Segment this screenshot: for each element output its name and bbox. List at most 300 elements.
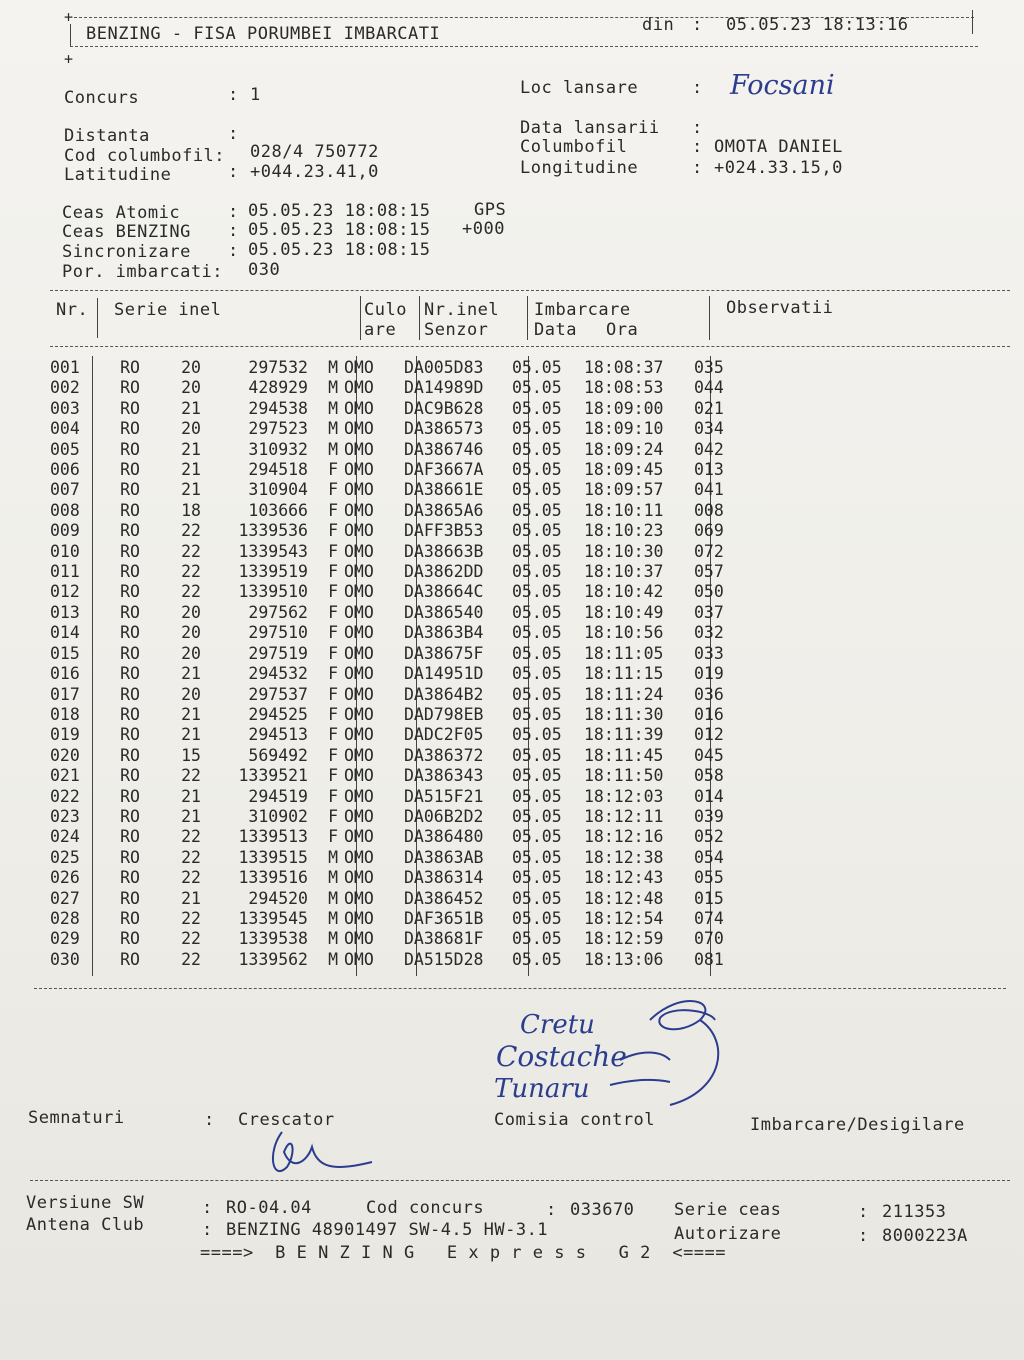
row-nr: 005 <box>50 439 80 459</box>
row-date: 05.05 <box>512 806 562 826</box>
row-sensor: DA515D28 <box>404 949 484 969</box>
longitudine-label: Longitudine <box>520 158 639 178</box>
row-nr: 010 <box>50 541 80 561</box>
row-time: 18:13:06 <box>584 949 664 969</box>
row-color: OMO <box>344 460 374 480</box>
table-row <box>50 746 754 766</box>
row-year: 21 <box>181 398 201 418</box>
print-timestamp: 05.05.23 18:13:16 <box>726 15 909 35</box>
row-obs: 016 <box>694 704 724 724</box>
row-obs: 069 <box>694 521 724 541</box>
row-color: OMO <box>344 582 374 602</box>
row-country: RO <box>120 745 140 765</box>
table-row <box>50 929 754 949</box>
header-right-border <box>972 10 973 34</box>
row-ring: 297562 <box>248 602 308 622</box>
row-color: OMO <box>344 623 374 643</box>
row-date: 05.05 <box>512 602 562 622</box>
table-row <box>50 480 754 500</box>
table-top-border <box>50 290 1010 291</box>
din-label: din <box>642 15 675 35</box>
row-nr: 014 <box>50 623 80 643</box>
table-row <box>50 868 754 888</box>
row-sex: F <box>328 500 338 520</box>
row-obs: 045 <box>694 745 724 765</box>
row-sex: M <box>328 868 338 888</box>
row-country: RO <box>120 847 140 867</box>
row-sensor: DA14989D <box>404 378 484 398</box>
row-sex: F <box>328 704 338 724</box>
row-year: 15 <box>181 745 201 765</box>
row-nr: 006 <box>50 460 80 480</box>
row-country: RO <box>120 929 140 949</box>
row-nr: 021 <box>50 766 80 786</box>
row-year: 20 <box>181 419 201 439</box>
row-obs: 019 <box>694 664 724 684</box>
row-ring: 1339562 <box>238 949 308 969</box>
row-country: RO <box>120 786 140 806</box>
table-row <box>50 419 754 439</box>
row-nr: 027 <box>50 888 80 908</box>
row-ring: 1339513 <box>238 827 308 847</box>
antena-club-value: BENZING 48901497 SW-4.5 HW-3.1 <box>226 1220 549 1240</box>
table-row <box>50 950 754 970</box>
row-date: 05.05 <box>512 827 562 847</box>
row-country: RO <box>120 868 140 888</box>
row-ring: 294519 <box>248 786 308 806</box>
row-color: OMO <box>344 725 374 745</box>
row-nr: 025 <box>50 847 80 867</box>
row-country: RO <box>120 521 140 541</box>
row-color: OMO <box>344 908 374 928</box>
row-sensor: DADC2F05 <box>404 725 484 745</box>
row-country: RO <box>120 623 140 643</box>
handwritten-name-2: Costache <box>496 1040 627 1073</box>
ceas-atomic-value: 05.05.23 18:08:15 <box>248 201 431 221</box>
row-sensor: DA386540 <box>404 602 484 622</box>
row-ring: 297523 <box>248 419 308 439</box>
row-ring: 428929 <box>248 378 308 398</box>
serie-ceas-value: 211353 <box>882 1202 947 1222</box>
row-ring: 1339538 <box>238 929 308 949</box>
row-sex: F <box>328 806 338 826</box>
row-obs: 039 <box>694 806 724 826</box>
row-sensor: DA515F21 <box>404 786 484 806</box>
row-date: 05.05 <box>512 847 562 867</box>
row-obs: 015 <box>694 888 724 908</box>
footer-top-border <box>30 1180 1010 1181</box>
row-obs: 057 <box>694 562 724 582</box>
row-sex: F <box>328 827 338 847</box>
concurs-label: Concurs <box>64 88 140 108</box>
row-sex: M <box>328 439 338 459</box>
table-row <box>50 705 754 725</box>
table-bottom-border <box>34 988 1006 989</box>
row-date: 05.05 <box>512 582 562 602</box>
row-sensor: DA3864B2 <box>404 684 484 704</box>
row-ring: 1339545 <box>238 908 308 928</box>
row-sex: F <box>328 460 338 480</box>
row-time: 18:09:45 <box>584 460 664 480</box>
row-sensor: DA386573 <box>404 419 484 439</box>
row-country: RO <box>120 643 140 663</box>
row-obs: 081 <box>694 949 724 969</box>
row-sex: F <box>328 582 338 602</box>
row-sensor: DA38681F <box>404 929 484 949</box>
row-country: RO <box>120 541 140 561</box>
row-time: 18:09:57 <box>584 480 664 500</box>
row-color: OMO <box>344 419 374 439</box>
comisia-control-label: Comisia control <box>494 1110 656 1130</box>
row-ring: 1339510 <box>238 582 308 602</box>
row-year: 22 <box>181 868 201 888</box>
row-time: 18:08:37 <box>584 358 664 377</box>
row-date: 05.05 <box>512 623 562 643</box>
row-sensor: DAF3667A <box>404 460 484 480</box>
por-imbarcati-value: 030 <box>248 260 281 280</box>
row-ring: 1339515 <box>238 847 308 867</box>
row-ring: 297510 <box>248 623 308 643</box>
row-time: 18:11:39 <box>584 725 664 745</box>
col-header-ora: Ora <box>606 320 639 340</box>
row-color: OMO <box>344 806 374 826</box>
row-color: OMO <box>344 541 374 561</box>
row-sensor: DAFF3B53 <box>404 521 484 541</box>
table-row <box>50 725 754 745</box>
row-color: OMO <box>344 439 374 459</box>
row-sensor: DA386343 <box>404 766 484 786</box>
row-country: RO <box>120 562 140 582</box>
row-date: 05.05 <box>512 766 562 786</box>
row-nr: 002 <box>50 378 80 398</box>
row-ring: 1339543 <box>238 541 308 561</box>
row-sex: F <box>328 643 338 663</box>
row-year: 22 <box>181 582 201 602</box>
row-sensor: DA38675F <box>404 643 484 663</box>
row-ring: 294520 <box>248 888 308 908</box>
longitudine-value: +024.33.15,0 <box>714 158 843 178</box>
handwritten-name-1: Cretu <box>520 1010 595 1040</box>
col-header-culoare-1: Culo <box>364 300 407 320</box>
pigeon-table <box>50 358 754 970</box>
row-time: 18:12:59 <box>584 929 664 949</box>
row-ring: 310904 <box>248 480 308 500</box>
row-nr: 030 <box>50 949 80 969</box>
row-year: 21 <box>181 460 201 480</box>
autorizare-label: Autorizare <box>674 1224 782 1244</box>
table-row <box>50 378 754 398</box>
row-year: 21 <box>181 786 201 806</box>
col-header-culoare-2: are <box>364 320 397 340</box>
row-obs: 013 <box>694 460 724 480</box>
row-year: 18 <box>181 500 201 520</box>
row-obs: 021 <box>694 398 724 418</box>
row-color: OMO <box>344 643 374 663</box>
table-header-border <box>50 346 1010 347</box>
row-time: 18:08:53 <box>584 378 664 398</box>
table-row <box>50 358 754 378</box>
row-obs: 034 <box>694 419 724 439</box>
ceas-benzing-label: Ceas BENZING <box>62 222 191 242</box>
row-color: OMO <box>344 827 374 847</box>
row-country: RO <box>120 908 140 928</box>
row-obs: 036 <box>694 684 724 704</box>
row-sex: F <box>328 562 338 582</box>
row-sensor: DA386372 <box>404 745 484 765</box>
row-date: 05.05 <box>512 745 562 765</box>
row-time: 18:10:56 <box>584 623 664 643</box>
row-color: OMO <box>344 398 374 418</box>
row-date: 05.05 <box>512 439 562 459</box>
row-country: RO <box>120 439 140 459</box>
col-header-serie: Serie inel <box>114 300 222 320</box>
row-country: RO <box>120 398 140 418</box>
table-row <box>50 623 754 643</box>
row-year: 22 <box>181 949 201 969</box>
row-country: RO <box>120 949 140 969</box>
row-sex: M <box>328 398 338 418</box>
row-date: 05.05 <box>512 521 562 541</box>
col-header-nr: Nr. <box>56 300 89 320</box>
row-sensor: DA005D83 <box>404 358 484 377</box>
row-year: 22 <box>181 766 201 786</box>
row-obs: 035 <box>694 358 724 377</box>
corner-plus: + <box>64 8 74 26</box>
row-date: 05.05 <box>512 562 562 582</box>
row-obs: 032 <box>694 623 724 643</box>
columbofil-value: OMOTA DANIEL <box>714 137 843 157</box>
row-time: 18:11:30 <box>584 704 664 724</box>
row-ring: 297519 <box>248 643 308 663</box>
row-nr: 020 <box>50 745 80 765</box>
ceas-benzing-offset: +000 <box>462 219 505 239</box>
versiune-sw-value: RO-04.04 <box>226 1198 312 1218</box>
row-sex: F <box>328 480 338 500</box>
row-color: OMO <box>344 602 374 622</box>
row-year: 21 <box>181 664 201 684</box>
row-country: RO <box>120 684 140 704</box>
row-country: RO <box>120 806 140 826</box>
row-obs: 054 <box>694 847 724 867</box>
concurs-value: 1 <box>250 85 261 105</box>
row-obs: 050 <box>694 582 724 602</box>
table-row <box>50 501 754 521</box>
row-obs: 041 <box>694 480 724 500</box>
row-year: 21 <box>181 725 201 745</box>
loc-lansare-label: Loc lansare <box>520 78 639 98</box>
row-country: RO <box>120 419 140 439</box>
row-date: 05.05 <box>512 398 562 418</box>
table-row <box>50 807 754 827</box>
row-sex: F <box>328 664 338 684</box>
table-row <box>50 521 754 541</box>
row-time: 18:12:11 <box>584 806 664 826</box>
row-ring: 1339536 <box>238 521 308 541</box>
row-ring: 294513 <box>248 725 308 745</box>
row-country: RO <box>120 664 140 684</box>
row-sex: M <box>328 419 338 439</box>
row-sensor: DA38664C <box>404 582 484 602</box>
row-sensor: DA38661E <box>404 480 484 500</box>
row-sex: M <box>328 847 338 867</box>
row-date: 05.05 <box>512 949 562 969</box>
row-date: 05.05 <box>512 908 562 928</box>
row-country: RO <box>120 602 140 622</box>
row-year: 21 <box>181 888 201 908</box>
row-sex: M <box>328 888 338 908</box>
row-date: 05.05 <box>512 786 562 806</box>
autorizare-value: 8000223A <box>882 1226 968 1246</box>
row-country: RO <box>120 704 140 724</box>
table-row <box>50 787 754 807</box>
row-sensor: DA386314 <box>404 868 484 888</box>
row-time: 18:11:45 <box>584 745 664 765</box>
row-country: RO <box>120 480 140 500</box>
row-time: 18:11:15 <box>584 664 664 684</box>
table-row <box>50 827 754 847</box>
row-sex: F <box>328 766 338 786</box>
table-row <box>50 562 754 582</box>
sincronizare-value: 05.05.23 18:08:15 <box>248 240 431 260</box>
row-sex: M <box>328 358 338 377</box>
row-time: 18:11:50 <box>584 766 664 786</box>
row-sensor: DAD798EB <box>404 704 484 724</box>
row-sex: M <box>328 378 338 398</box>
row-sex: M <box>328 908 338 928</box>
row-ring: 294532 <box>248 664 308 684</box>
benzing-banner: ====> B E N Z I N G E x p r e s s G 2 <==== <box>200 1243 727 1263</box>
ceas-atomic-label: Ceas Atomic <box>62 203 181 223</box>
row-time: 18:10:42 <box>584 582 664 602</box>
handwritten-name-3: Tunaru <box>494 1074 590 1104</box>
row-obs: 012 <box>694 725 724 745</box>
row-time: 18:10:37 <box>584 562 664 582</box>
imbarcare-desigilare-label: Imbarcare/Desigilare <box>750 1115 965 1135</box>
table-row <box>50 685 754 705</box>
row-year: 20 <box>181 358 201 377</box>
col-header-data: Data <box>534 320 577 340</box>
row-time: 18:12:38 <box>584 847 664 867</box>
row-time: 18:09:00 <box>584 398 664 418</box>
row-obs: 008 <box>694 500 724 520</box>
crescator-label: Crescator <box>238 1110 335 1130</box>
row-date: 05.05 <box>512 500 562 520</box>
row-date: 05.05 <box>512 684 562 704</box>
row-time: 18:12:43 <box>584 868 664 888</box>
row-date: 05.05 <box>512 704 562 724</box>
row-date: 05.05 <box>512 643 562 663</box>
table-row <box>50 603 754 623</box>
row-sex: F <box>328 745 338 765</box>
row-sensor: DA386746 <box>404 439 484 459</box>
row-date: 05.05 <box>512 664 562 684</box>
row-nr: 028 <box>50 908 80 928</box>
row-time: 18:12:16 <box>584 827 664 847</box>
row-sex: F <box>328 725 338 745</box>
row-obs: 070 <box>694 929 724 949</box>
row-year: 22 <box>181 541 201 561</box>
row-sex: M <box>328 949 338 969</box>
row-nr: 016 <box>50 664 80 684</box>
row-time: 18:10:30 <box>584 541 664 561</box>
row-country: RO <box>120 500 140 520</box>
row-sensor: DA06B2D2 <box>404 806 484 826</box>
row-date: 05.05 <box>512 725 562 745</box>
row-nr: 004 <box>50 419 80 439</box>
row-nr: 007 <box>50 480 80 500</box>
row-sensor: DA3865A6 <box>404 500 484 520</box>
row-obs: 033 <box>694 643 724 663</box>
row-color: OMO <box>344 664 374 684</box>
loc-lansare-handwritten: Focsani <box>730 70 835 101</box>
row-ring: 103666 <box>248 500 308 520</box>
latitudine-value: +044.23.41,0 <box>250 162 379 182</box>
table-row <box>50 644 754 664</box>
col-header-imbarcare: Imbarcare <box>534 300 631 320</box>
col-header-nrinel-2: Senzor <box>424 320 489 340</box>
versiune-sw-label: Versiune SW <box>26 1193 145 1213</box>
row-nr: 013 <box>50 602 80 622</box>
table-row <box>50 460 754 480</box>
row-ring: 1339519 <box>238 562 308 582</box>
row-country: RO <box>120 888 140 908</box>
row-date: 05.05 <box>512 888 562 908</box>
row-obs: 014 <box>694 786 724 806</box>
row-nr: 022 <box>50 786 80 806</box>
row-color: OMO <box>344 929 374 949</box>
row-color: OMO <box>344 521 374 541</box>
row-sensor: DA386452 <box>404 888 484 908</box>
row-country: RO <box>120 582 140 602</box>
row-ring: 297537 <box>248 684 308 704</box>
row-year: 22 <box>181 929 201 949</box>
row-time: 18:10:23 <box>584 521 664 541</box>
row-date: 05.05 <box>512 378 562 398</box>
row-time: 18:12:54 <box>584 908 664 928</box>
printed-form: + BENZING - FISA PORUMBEI IMBARCATI din : 05.05.23 18:13:16 + Concurs : 1 Loc lansare : Focsani Distanta : Data lansarii : Cod columbofil: 028/4 750772 Columbofil : OMOTA DANIEL Latitudine : +044.23.41,0 Longitudine : +024.33.15,0 Ceas Atomic : 05.05.23 18:08:15 GPS Ceas BENZING : 05.05.23 18:08:15 +000 Sincronizare : 05.05.23 18:08:15 Por. imbarcati: 030 Nr. Serie inel Culo are Nr.inel Senzor Imbarcare Data Ora Observatii 001 RO 20 297532 M OMO DA005D83 05.05 18:08:37 035 002 RO 20 428929 M OMO DA14989D 05.05 18:08:53 044 003 RO 21 294538 M OMO DAC9B628 05.05 18:09:00 021 004 RO 20 297523 M OMO DA386573 05.05 18:09:10 034 005 RO 21 310932 M OMO DA386746 05.05 18:09:24 042 006 RO 21 294518 F OMO DAF3667A 05.05 18:09:45 013 007 RO 21 310904 F OMO DA38661E 05.05 18:09:57 041 008 RO 18 103666 F OMO DA3865A6 05.05 18:10:11 008 009 RO 22 1339536 F OMO DAFF3B53 05.05 18:10:23 069 010 RO 22 1339543 F OMO DA38663B 05.05 18:10:30 072 011 RO 22 1339519 F OMO DA3862DD 05.05 18:10:37 057 012 RO 22 1339510 F OMO DA38664C 05.05 18:10:42 050 013 RO 20 297562 F OMO DA386540 05.05 18:10:49 037 014 RO 20 297510 F OMO DA3863B4 05.05 18:10:56 032 015 RO 20 297519 F OMO DA38675F 05.05 18:11:05 033 016 RO 21 294532 F OMO DA14951D 05.05 18:11:15 019 017 RO 20 297537 F OMO DA3864B2 05.05 18:11:24 036 018 RO 21 294525 F OMO DAD798EB 05.05 18:11:30 016 019 RO 21 294513 F OMO DADC2F05 05.05 18:11:39 012 020 RO 15 569492 F OMO DA386372 05.05 18:11:45 045 021 RO 22 1339521 F OMO DA386343 05.05 18:11:50 058 022 RO 21 294519 F OMO DA515F21 05.05 18:12:03 014 023 RO 21 310902 F OMO DA06B2D2 05.05 18:12:11 039 024 RO 22 1339513 F OMO DA386480 05.05 18:12:16 052 025 RO 22 1339515 M OMO DA3863AB 05.05 18:12:38 054 026 RO 22 1339516 M OMO DA386314 05.05 18:12:43 055 027 RO 21 294520 M OMO DA386452 05.05 18:12:48 015 028 RO 22 1339545 M OMO DAF3651B 05.05 18:12:54 074 029 RO 22 1339538 M OMO DA38681F 05.05 18:12:59 070 030 RO 22 1339562 M OMO DA515D28 05.05 18:13:06 081 Cretu Costache Tunaru Semnaturi : Crescator Comisia control Imbarcare/Desigilare Versiune SW : RO-04.04 Cod concurs : 033670 Serie ceas : 211353 Antena Club : BENZING 48901497 SW-4.5 HW-3.1 Autorizare : 8000223A ====> B E N Z I N G E x p r e s s G 2 <==== <box>0 0 1024 1360</box>
row-country: RO <box>120 378 140 398</box>
row-sex: F <box>328 521 338 541</box>
row-ring: 569492 <box>248 745 308 765</box>
row-time: 18:10:49 <box>584 602 664 622</box>
row-sensor: DA14951D <box>404 664 484 684</box>
row-date: 05.05 <box>512 541 562 561</box>
row-sex: M <box>328 929 338 949</box>
row-year: 20 <box>181 684 201 704</box>
distanta-label: Distanta <box>64 126 150 146</box>
row-nr: 029 <box>50 929 80 949</box>
row-obs: 058 <box>694 766 724 786</box>
row-nr: 001 <box>50 358 80 377</box>
row-obs: 037 <box>694 602 724 622</box>
row-ring: 297532 <box>248 358 308 377</box>
row-ring: 310932 <box>248 439 308 459</box>
row-year: 21 <box>181 806 201 826</box>
table-row <box>50 909 754 929</box>
row-time: 18:09:24 <box>584 439 664 459</box>
row-nr: 011 <box>50 562 80 582</box>
row-color: OMO <box>344 500 374 520</box>
cod-columbofil-label: Cod columbofil: <box>64 146 226 166</box>
row-color: OMO <box>344 480 374 500</box>
row-nr: 012 <box>50 582 80 602</box>
table-row <box>50 582 754 602</box>
cod-concurs-label: Cod concurs <box>366 1198 485 1218</box>
row-obs: 074 <box>694 908 724 928</box>
cod-columbofil-value: 028/4 750772 <box>250 142 379 162</box>
por-imbarcati-label: Por. imbarcati: <box>62 262 224 282</box>
row-country: RO <box>120 827 140 847</box>
